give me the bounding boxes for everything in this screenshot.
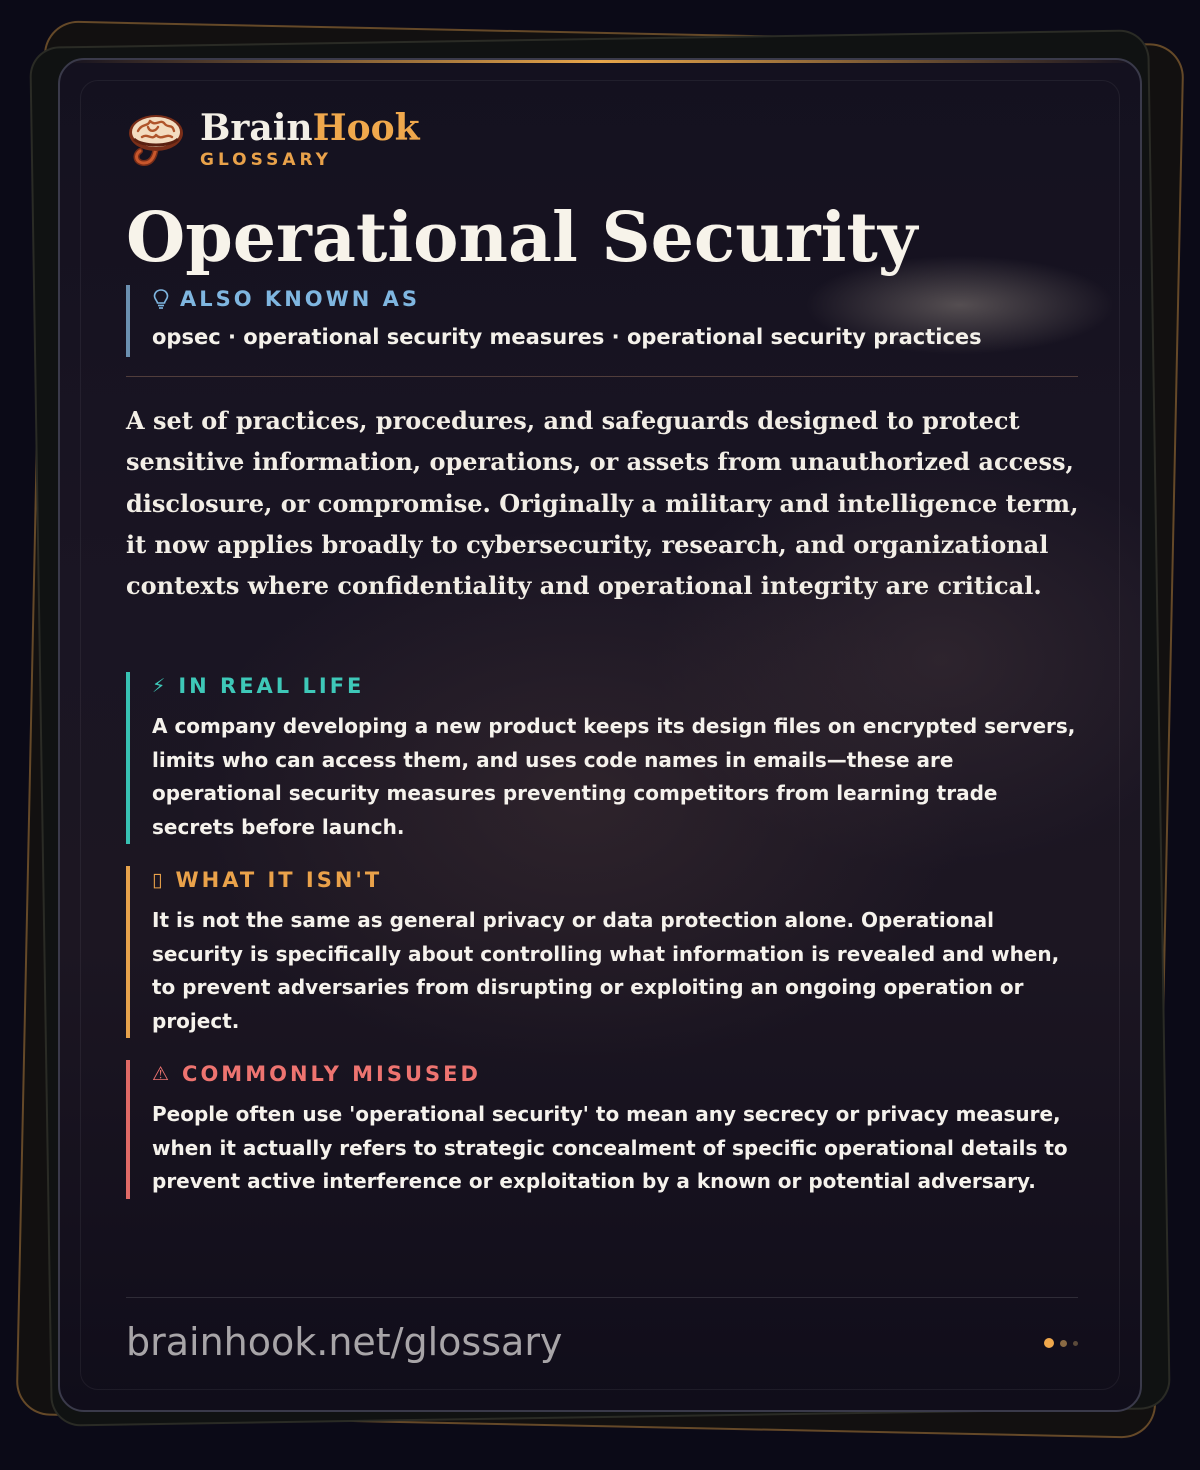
what-it-isnt-label: WHAT IT ISN'T (175, 868, 383, 892)
warning-icon: ⚠ (152, 1063, 173, 1085)
brand-name-brain: Brain (200, 107, 313, 149)
brand-header (126, 108, 420, 170)
glossary-card (58, 58, 1142, 1412)
page-dots (1038, 1338, 1078, 1348)
commonly-misused-heading (152, 1060, 1078, 1088)
commonly-misused-block (126, 1060, 1078, 1199)
in-real-life-block (126, 672, 1078, 844)
page-dot (1060, 1340, 1067, 1347)
page-dot (1073, 1341, 1078, 1346)
section-divider (126, 376, 1078, 377)
commonly-misused-label: COMMONLY MISUSED (182, 1062, 481, 1086)
brain-hook-logo-icon (126, 109, 186, 169)
in-real-life-text: A company developing a new product keeps its design files on encrypted servers, limits who can access them, and uses code names in emails—these are operational security measures preventing competitors from learning trade secrets before launch. (152, 714, 1076, 839)
in-real-life-heading (152, 672, 1078, 700)
brand-subtitle: GLOSSARY (200, 150, 332, 170)
also-known-as-block (126, 285, 1078, 357)
brand-name (200, 108, 420, 148)
what-it-isnt-text: It is not the same as general privacy or data protection alone. Operational security is specifically about controlling what information is revealed and when, to prevent adversaries from disrupting or exploiting an ongoing operation or project. (152, 908, 1060, 1033)
lightning-icon: ⚡ (152, 675, 169, 697)
footer-url[interactable]: brainhook.net/glossary (126, 1320, 563, 1364)
what-it-isnt-heading (152, 866, 1078, 894)
missing-glyph-icon: ▯ (152, 869, 166, 891)
also-known-as-text: opsec · operational security measures · operational security practices (152, 325, 982, 349)
also-known-as-heading (152, 285, 1078, 313)
term-title: Operational Security (126, 198, 918, 278)
definition-text: A set of practices, procedures, and safeguards designed to protect sensitive information, operations, or assets from unauthorized access, disclosure, or compromise. Originally a military and intelligence term, it now applies broadly to cybersecurity, research, and organizational contexts where confidentiality and operational integrity are critical. (126, 406, 1079, 601)
also-known-as-label: ALSO KNOWN AS (180, 287, 421, 311)
brand-name-hook: Hook (312, 107, 420, 149)
commonly-misused-text: People often use 'operational security' to mean any secrecy or privacy measure, when it actually refers to strategic concealment of specific operational details to prevent active interference or exploitation by a known or potential adversary. (152, 1102, 1068, 1194)
what-it-isnt-block (126, 866, 1078, 1038)
page-dot-active (1044, 1338, 1054, 1348)
in-real-life-label: IN REAL LIFE (178, 674, 365, 698)
footer-divider (126, 1297, 1078, 1298)
lightbulb-icon (152, 288, 170, 310)
